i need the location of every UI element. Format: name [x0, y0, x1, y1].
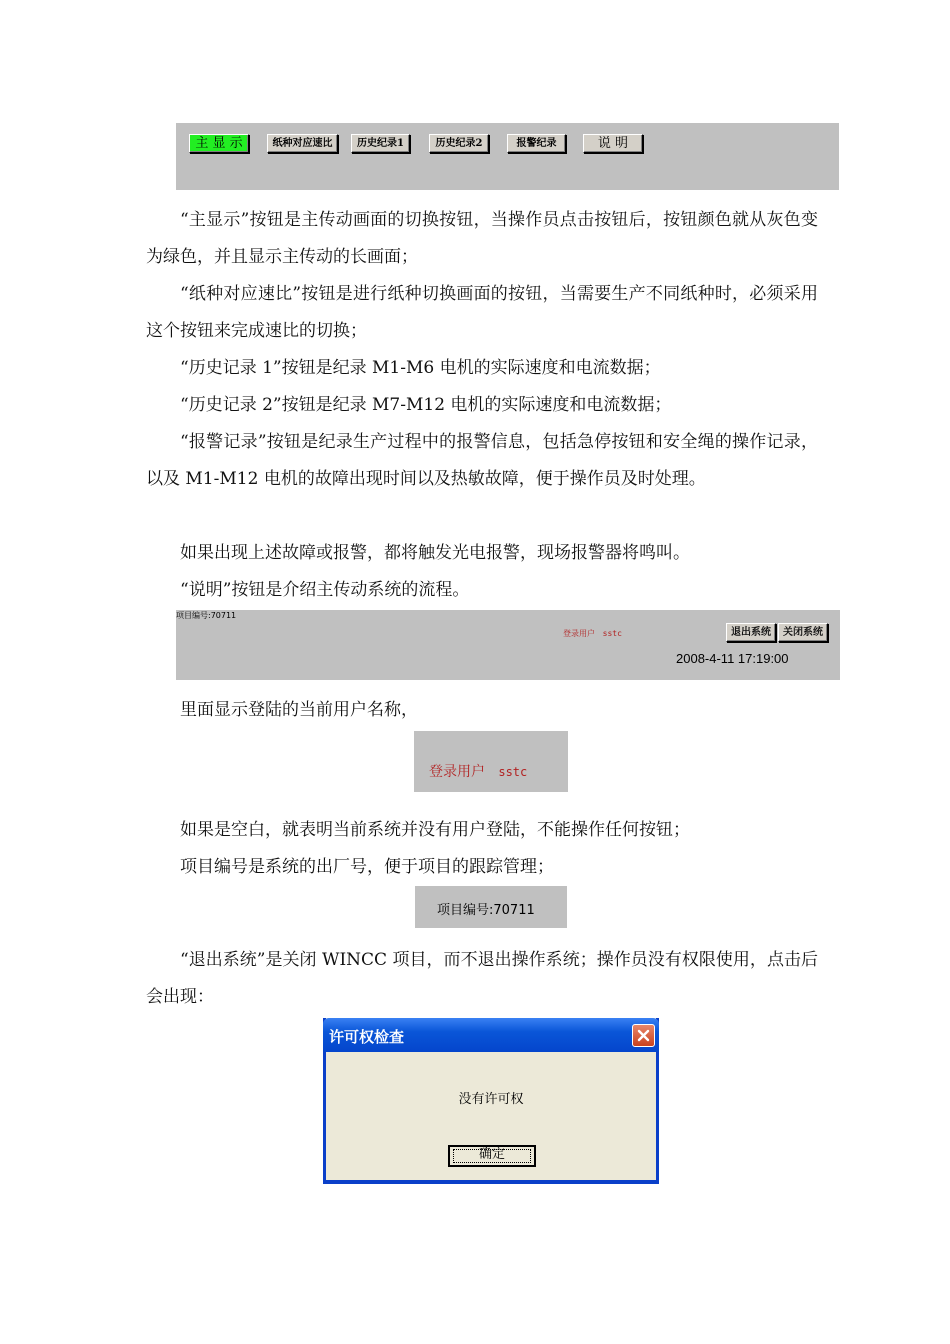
paragraph-exit-system: “退出系统”是关闭 WINCC 项目，而不退出操作系统；操作员没有权限使用，点击后会出现：	[146, 950, 818, 1007]
close-system-button[interactable]: 关闭系统	[778, 623, 828, 642]
login-user-value: sstc	[602, 629, 622, 638]
help-button[interactable]: 说 明	[583, 134, 643, 153]
paragraph-blank-user: 如果是空白，就表明当前系统并没有用户登陆，不能操作任何按钮；	[180, 820, 690, 840]
dialog-message: 没有许可权	[458, 1092, 524, 1107]
paragraph-help: “说明”按钮是介绍主传动系统的流程。	[180, 580, 470, 600]
datetime-display: 2008-4-11 17:19:00	[676, 651, 789, 666]
main-display-button[interactable]: 主 显 示	[189, 134, 249, 153]
close-icon[interactable]	[632, 1024, 655, 1047]
paragraph-history-2: “历史记录 2”按钮是纪录 M7-M12 电机的实际速度和电流数据；	[180, 395, 672, 415]
status-bar-panel	[176, 610, 840, 680]
login-user-crop-text: 登录用户 sstc	[429, 764, 528, 780]
exit-system-button[interactable]: 退出系统	[726, 623, 776, 642]
project-number-crop-text: 项目编号:70711	[437, 903, 535, 918]
permission-check-dialog	[323, 1018, 659, 1184]
login-user-crop	[414, 731, 568, 792]
ok-button[interactable]	[448, 1145, 536, 1167]
dialog-title: 许可权检查	[329, 1028, 405, 1046]
paragraph-alarm-record: “报警记录”按钮是纪录生产过程中的报警信息，包括急停按钮和安全绳的操作记录，以及 M1-M12 电机的故障出现时间以及热敏故障，便于操作员及时处理。	[146, 432, 818, 489]
main-toolbar-panel	[176, 123, 839, 190]
history-record-2-button[interactable]: 历史纪录2	[429, 134, 489, 153]
login-user-label: 登录用户 sstc	[563, 629, 622, 638]
paragraph-user-display: 里面显示登陆的当前用户名称，	[180, 700, 418, 720]
alarm-record-button[interactable]: 报警纪录	[507, 134, 566, 153]
paragraph-project-number: 项目编号是系统的出厂号，便于项目的跟踪管理；	[180, 857, 554, 877]
paragraph-history-1: “历史记录 1”按钮是纪录 M1-M6 电机的实际速度和电流数据；	[180, 358, 661, 378]
project-number-crop	[415, 886, 567, 928]
paper-speed-ratio-button[interactable]: 纸种对应速比	[267, 134, 338, 153]
paragraph-alarm-trigger: 如果出现上述故障或报警，都将触发光电报警，现场报警器将鸣叫。	[180, 543, 690, 563]
history-record-1-button[interactable]: 历史纪录1	[351, 134, 410, 153]
paragraph-paper-speed: “纸种对应速比”按钮是进行纸种切换画面的按钮，当需要生产不同纸种时，必须采用这个按钮来完成速比的切换；	[146, 284, 818, 341]
paragraph-main-display: “主显示”按钮是主传动画面的切换按钮，当操作员点击按钮后，按钮颜色就从灰色变为绿色，并且显示主传动的长画面；	[146, 210, 818, 267]
project-number-label: 项目编号:70711	[176, 611, 237, 620]
ok-button-label: 确定	[478, 1147, 505, 1162]
dialog-titlebar[interactable]	[323, 1018, 659, 1052]
dialog-bottom-strip	[323, 1180, 659, 1184]
